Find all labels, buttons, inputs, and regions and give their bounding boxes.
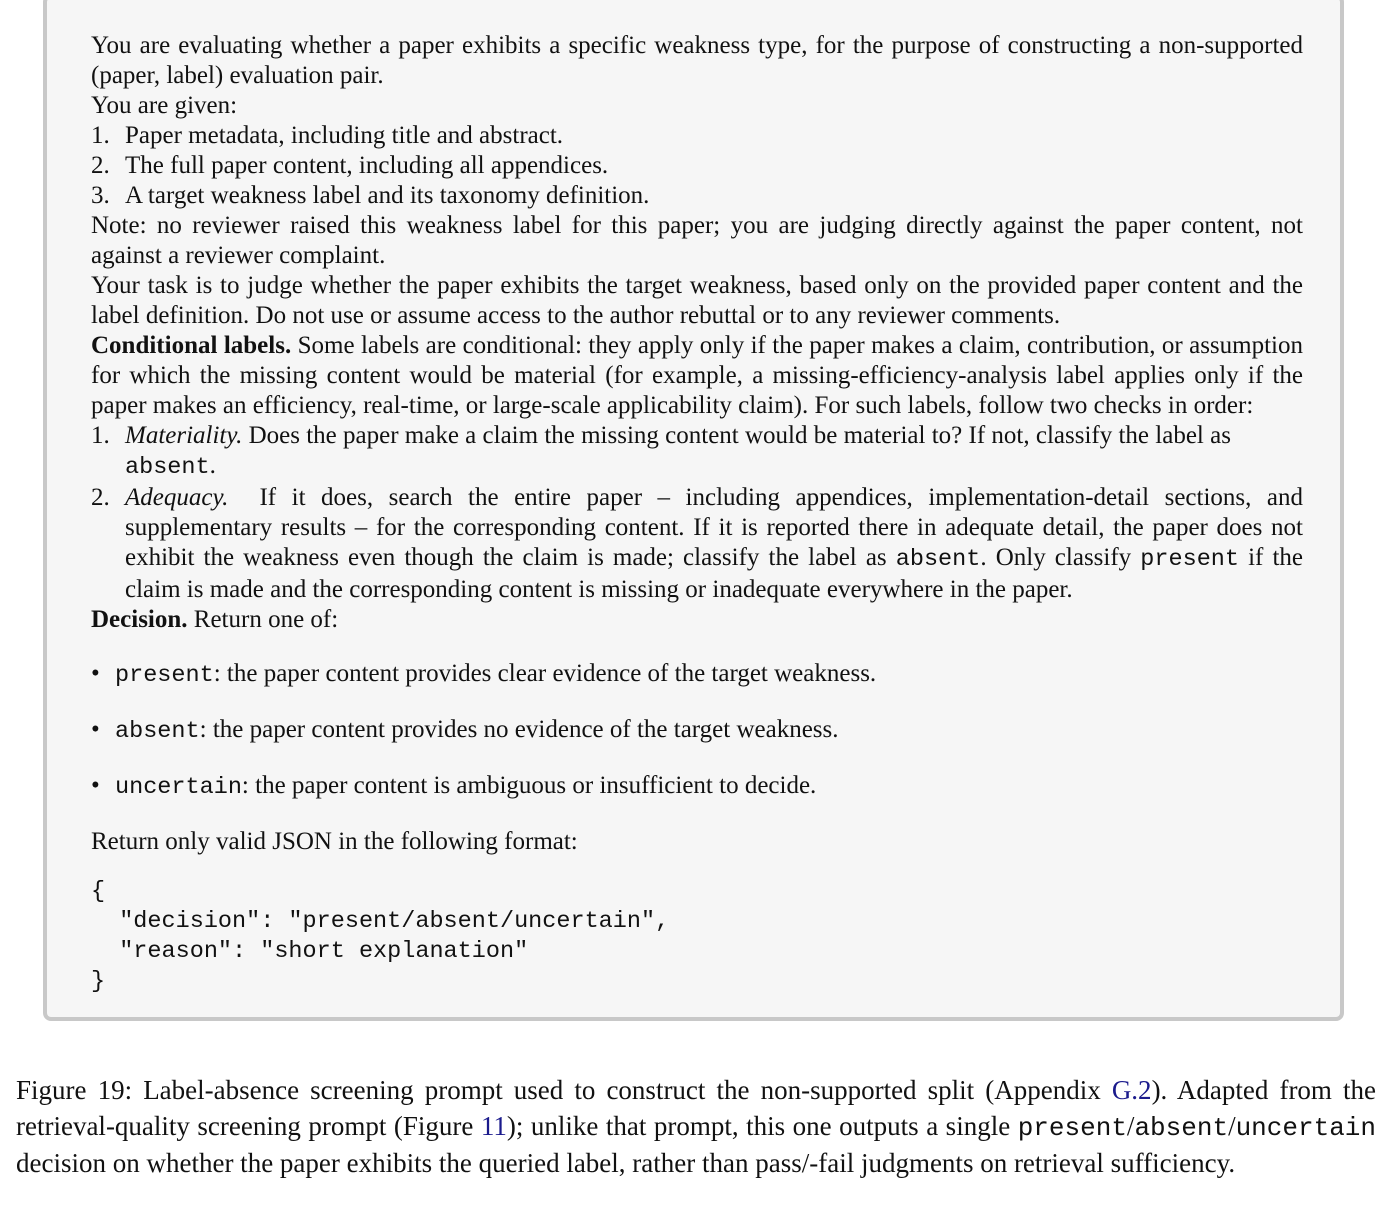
- decision-heading: Decision.: [91, 606, 188, 633]
- code-term: absent: [1134, 1112, 1229, 1143]
- task-paragraph: Your task is to judge whether the paper exhibits the target weakness, based only on the provided paper content and the label definition. Do not use or assume access to the author rebuttal or to any reviewer comments.: [91, 272, 1303, 329]
- check-text: if the claim is made and the corresponding content is missing or inadequate everywhere in the paper.: [125, 544, 1303, 603]
- code-term: present: [1140, 546, 1239, 573]
- caption-text: ); unlike that prompt, this one outputs a single: [506, 1110, 1011, 1141]
- list-item: [91, 151, 1303, 181]
- list-number: 2.: [91, 152, 110, 179]
- json-intro: Return only valid JSON in the following format:: [91, 828, 578, 855]
- option-text: : the paper content provides no evidence of the target weakness.: [199, 716, 839, 743]
- code-term: absent: [115, 718, 200, 745]
- list-number: 3.: [91, 182, 110, 209]
- list-item: [91, 659, 1303, 691]
- option-text: : the paper content is ambiguous or insufficient to decide.: [241, 772, 817, 799]
- conditional-paragraph: [91, 331, 1303, 421]
- check-text: If it does, search the entire paper – including appendices, implementation-detail sections, and supplementary results – for the corresponding content. If it is reported there in adequate detail, the paper does not exhibit the weakness even though the claim is made; classify the label as: [125, 484, 1304, 571]
- json-code-block: { "decision": "present/absent/uncertain", "reason": "short explanation" }: [91, 878, 670, 995]
- list-text: Paper metadata, including title and abstract.: [125, 122, 564, 149]
- list-item: [91, 771, 1303, 803]
- option-text: : the paper content provides clear evidence of the target weakness.: [213, 660, 877, 687]
- check-text: Does the paper make a claim the missing content would be material to? If not, classify the label as: [248, 422, 1231, 449]
- list-item: [91, 181, 1303, 211]
- list-item: [91, 121, 1303, 151]
- prompt-box: [43, 0, 1344, 1021]
- prompt-content: [91, 31, 1303, 997]
- caption-text: decision on whether the paper exhibits the queried label, rather than pass/-fail judgments on retrieval sufficiency.: [16, 1148, 1236, 1178]
- figure-label: Figure 19:: [16, 1075, 133, 1105]
- caption-text: ). Adapted from the retrieval-quality screening prompt (Figure: [16, 1075, 1377, 1141]
- caption-separator: /: [1126, 1110, 1135, 1141]
- conditional-text: Some labels are conditional: they apply only if the paper makes a claim, contribution, or assumption for which the missing content would be material (for example, a missing-efficiency-analysis label applies only if the paper makes an efficiency, real-time, or large-scale applicability claim). For such labels, follow two checks in order:: [91, 332, 1303, 419]
- bullet-icon: •: [91, 716, 100, 743]
- check-item-materiality: [91, 421, 1303, 483]
- bullet-icon: •: [91, 772, 100, 799]
- list-number: 1.: [91, 122, 110, 149]
- list-text: A target weakness label and its taxonomy definition.: [125, 182, 650, 209]
- code-term: absent: [895, 546, 981, 573]
- decision-paragraph: [91, 605, 1303, 635]
- check-title: Adequacy.: [125, 484, 229, 511]
- given-intro: You are given:: [91, 92, 238, 119]
- code-term: present: [115, 662, 214, 689]
- code-term: uncertain: [1235, 1112, 1377, 1143]
- list-number: 2.: [91, 484, 110, 511]
- bullet-icon: •: [91, 660, 100, 687]
- code-term: present: [1017, 1112, 1127, 1143]
- list-number: 1.: [91, 422, 110, 449]
- check-item-adequacy: [91, 483, 1303, 605]
- figure-caption: [16, 1073, 1376, 1182]
- checks-list: [91, 421, 1303, 605]
- code-term: absent: [125, 454, 210, 481]
- given-list: [91, 121, 1303, 211]
- figure-link[interactable]: 11: [480, 1110, 507, 1141]
- list-text: The full paper content, including all appendices.: [125, 152, 609, 179]
- check-tail: .: [209, 452, 216, 479]
- list-item: [91, 715, 1303, 747]
- note-paragraph: Note: no reviewer raised this weakness label for this paper; you are judging directly against the paper content, not against a reviewer complaint.: [91, 212, 1303, 269]
- decision-text: Return one of:: [193, 606, 339, 633]
- check-title: Materiality.: [125, 422, 243, 449]
- code-term: uncertain: [115, 774, 242, 801]
- caption-separator: /: [1228, 1110, 1236, 1141]
- intro-paragraph: You are evaluating whether a paper exhibits a specific weakness type, for the purpose of constructing a non-supported (paper, label) evaluation pair.: [91, 32, 1303, 89]
- appendix-link[interactable]: G.2: [1111, 1075, 1152, 1105]
- conditional-heading: Conditional labels.: [91, 332, 292, 359]
- caption-text: Label-absence screening prompt used to construct the non-supported split (Appendix: [143, 1075, 1101, 1105]
- options-list: [91, 659, 1303, 803]
- check-text: . Only classify: [980, 544, 1132, 571]
